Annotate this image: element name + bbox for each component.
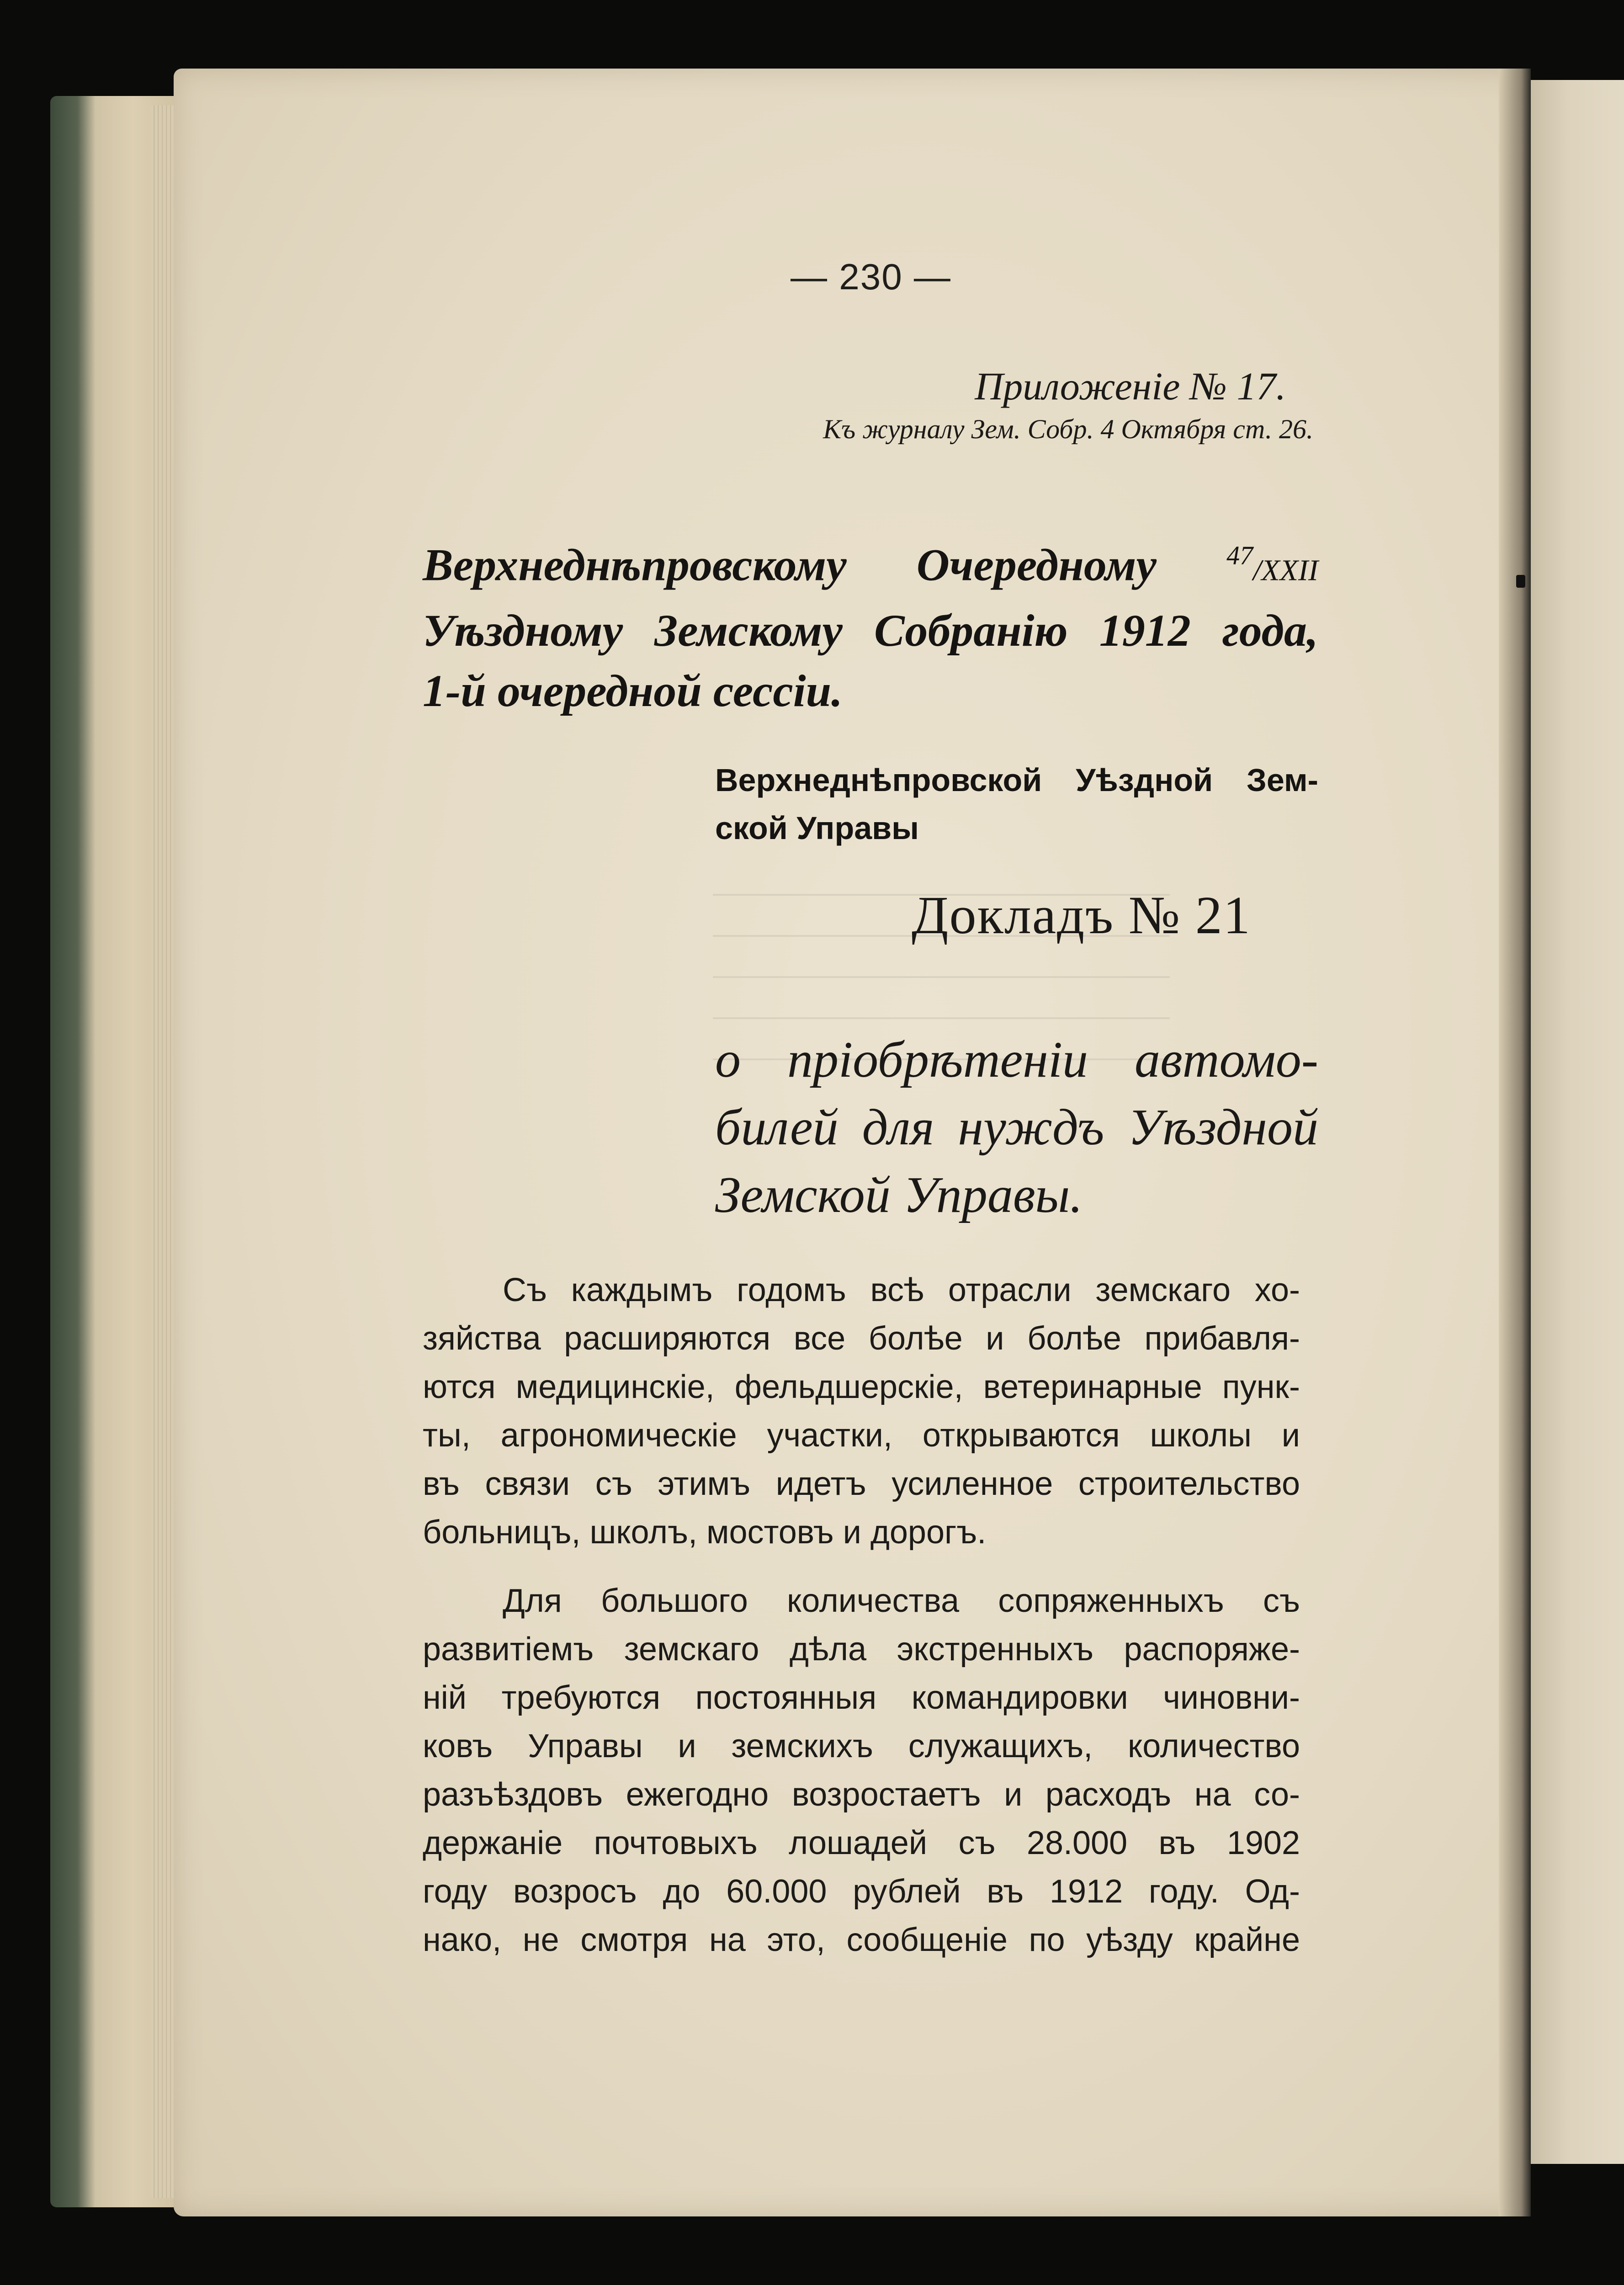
paragraph-2 (423, 1577, 1300, 1964)
book-gutter (1499, 69, 1531, 2216)
subject-line-3: Земской Управы. (715, 1167, 1083, 1223)
assembly-line-1: Верхнеднѣпровскому Очередному $^{47}$/XXII (423, 539, 1318, 590)
facing-page (1531, 80, 1624, 2164)
paragraph-line: ковъ Управы и земскихъ служащихъ, количество (423, 1728, 1300, 1764)
paragraph-line: ются медицинскiе, фельдшерскiе, ветеринарные пунк- (423, 1369, 1300, 1405)
paragraph-line: разъѣздовъ ежегодно возростаетъ и расходъ на со- (423, 1776, 1300, 1813)
paragraph-line: нако, не смотря на это, сообщенiе по уѣзду крайне (423, 1922, 1300, 1958)
paragraph-line: нiй требуются постоянныя командировки чиновни- (423, 1679, 1300, 1716)
assembly-line-3: 1-й очередной сессiи. (423, 665, 843, 717)
assembly-line-2: Уѣздному Земскому Собранiю 1912 года, (423, 605, 1318, 656)
paragraph-line: въ связи съ этимъ идетъ усиленное строительство (423, 1466, 1300, 1502)
paragraph-line: Для большого количества сопряженныхъ съ (503, 1583, 1300, 1619)
journal-reference: Къ журналу Зем. Собр. 4 Октября ст. 26. (823, 414, 1313, 444)
paragraph-line: году возросъ до 60.000 рублей въ 1912 году. Од- (423, 1873, 1300, 1910)
paragraph-line: зяйства расширяются все болѣе и болѣе прибавля- (423, 1320, 1300, 1357)
paragraph-1 (423, 1266, 1300, 1557)
assembly-address (423, 526, 1318, 721)
paragraph-line: развитiемъ земскаго дѣла экстренныхъ распоряже- (423, 1631, 1300, 1668)
appendix-label: Приложенiе № 17. (975, 364, 1286, 408)
report-subject (715, 1026, 1318, 1229)
paragraph-line: ты, агрономическiе участки, открываются школы и (423, 1417, 1300, 1454)
paragraph-line: держанiе почтовыхъ лошадей съ 28.000 въ 1902 (423, 1825, 1300, 1861)
report-title: Докладъ № 21 (912, 885, 1251, 945)
assembly-ref-tail: /XXII (1253, 553, 1318, 587)
uprava-heading (715, 756, 1318, 852)
paragraph-line: больницъ, школъ, мостовъ и дорогъ. (423, 1514, 987, 1551)
subject-line-2: билей для нуждъ Уѣздной (715, 1099, 1318, 1156)
facing-page-mark (1516, 575, 1525, 588)
uprava-line-1: Верхнеднѣпровской Уѣздной Зем- (715, 762, 1318, 798)
page-number: — 230 — (791, 256, 951, 297)
subject-line-1: о прiобрѣтенiи автомо- (715, 1031, 1318, 1088)
assembly-ref: 47 (1226, 541, 1253, 570)
uprava-line-2: ской Управы (715, 810, 919, 846)
paragraph-line: Съ каждымъ годомъ всѣ отрасли земскаго хо- (503, 1272, 1300, 1308)
